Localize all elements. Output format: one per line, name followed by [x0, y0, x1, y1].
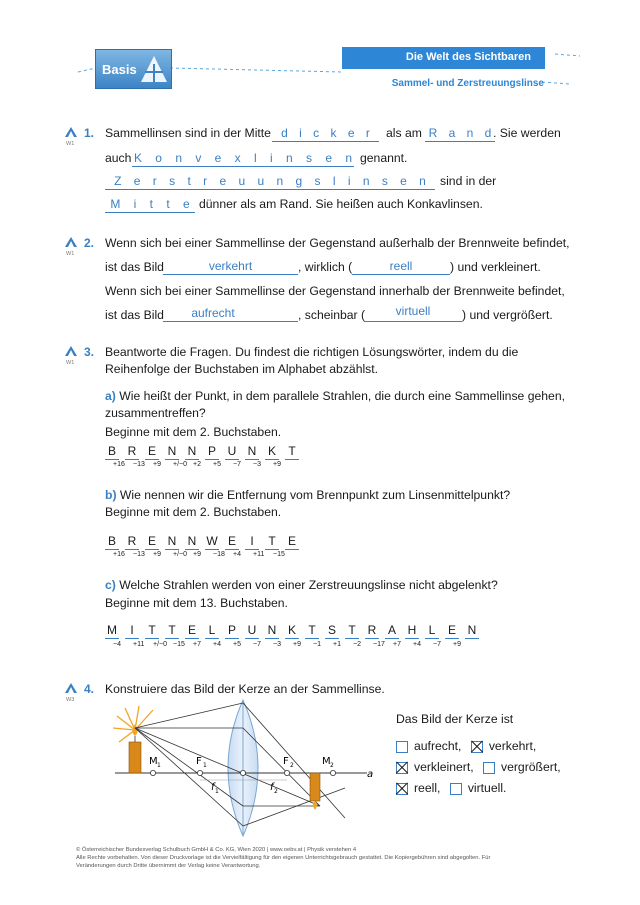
level-label: W1 [66, 141, 75, 147]
q3a-question-1: Wie heißt der Punkt, in dem parallele Strahlen, die durch eine Sammellinse gehen, [119, 389, 565, 403]
level-triangle-icon [64, 126, 78, 138]
option-label: aufrecht, [414, 739, 462, 753]
option-checkbox[interactable] [396, 762, 408, 774]
label-m2-sub: 2 [330, 762, 334, 769]
answer-letter: B [105, 534, 119, 550]
shift-number: −7 [253, 641, 261, 648]
q2-line-3: Wenn sich bei einer Sammellinse der Gegenstand innerhalb der Brennweite befindet, [105, 284, 565, 298]
answer-letter: T [345, 623, 359, 639]
shift-number: +/−0 [173, 461, 188, 468]
label-f2-sub: 2 [290, 762, 294, 769]
shift-number: +9 [293, 641, 301, 648]
footer-line-2: Alle Rechte vorbehalten. Von dieser Druckvorlage ist die Vervielfältigung für den eigenen Unterrichtsgebrauch gestattet. Die Kopiergebühren sind abgegolten. Für [76, 855, 491, 861]
image-candle-icon [310, 773, 320, 801]
option-checkbox[interactable] [471, 741, 483, 753]
q3c-answer [105, 623, 485, 639]
label-fl2-sub: 2 [274, 788, 278, 795]
answer-letter: E [145, 534, 159, 550]
option-checkbox[interactable] [396, 741, 408, 753]
shift-number: −13 [133, 461, 145, 468]
q2-line-1: Wenn sich bei einer Sammellinse der Gegenstand außerhalb der Brennweite befindet, [105, 236, 570, 250]
label-fl2: f [270, 782, 274, 793]
label-m2: M [322, 756, 331, 767]
q4-answer-title: Das Bild der Kerze ist [396, 712, 514, 726]
shift-number: −3 [253, 461, 261, 468]
q2-answer-1: verkehrt [208, 259, 253, 273]
q4-options [396, 736, 561, 799]
level-label: W1 [66, 251, 75, 257]
q1-text-6: sind in der [440, 174, 497, 188]
shift-number: +4 [413, 641, 421, 648]
shift-number: +11 [133, 641, 145, 648]
shift-number: +16 [113, 551, 125, 558]
lens-diagram [105, 698, 375, 838]
answer-letter: K [265, 444, 279, 460]
label-f1-sub: 1 [203, 762, 207, 769]
shift-number: −15 [273, 551, 285, 558]
shift-number: +2 [193, 461, 201, 468]
answer-letter: H [405, 623, 419, 639]
answer-letter: K [285, 623, 299, 639]
page-title: Die Welt des Sichtbaren [405, 51, 531, 63]
level-triangle-icon [64, 236, 78, 248]
q3b-question: Wie nennen wir die Entfernung vom Brennpunkt zum Linsenmittelpunkt? [119, 488, 511, 502]
answer-letter: I [125, 623, 139, 639]
q3b-start: Beginne mit dem 2. Buchstaben. [105, 505, 282, 519]
q3a-question-2: zusammentreffen? [105, 406, 206, 420]
option-checkbox[interactable] [450, 783, 462, 795]
shift-number: −7 [433, 641, 441, 648]
q2-answer-2: reell [389, 259, 413, 273]
q2-line-2c: ) und verkleinert. [450, 260, 541, 274]
answer-letter: R [365, 623, 379, 639]
shift-number: −18 [213, 551, 225, 558]
task-number: 2. [84, 236, 95, 250]
shift-number: +5 [213, 461, 221, 468]
q3a-answer [105, 444, 305, 460]
shift-number: −3 [273, 641, 281, 648]
q2-line-4b: , scheinbar ( [298, 308, 366, 322]
answer-letter: T [165, 623, 179, 639]
shift-number: −2 [353, 641, 361, 648]
shift-number: +9 [153, 551, 161, 558]
shift-number: +9 [453, 641, 461, 648]
shift-number: −13 [133, 551, 145, 558]
shift-number: +16 [113, 461, 125, 468]
q3c-label: c) [105, 578, 116, 592]
logo-triangle-icon [140, 54, 168, 84]
shift-number: −15 [173, 641, 185, 648]
answer-letter: A [385, 623, 399, 639]
basis-logo [95, 49, 172, 89]
shift-number: +4 [233, 551, 241, 558]
answer-letter: L [205, 623, 219, 639]
answer-letter: U [245, 623, 259, 639]
candle-icon [129, 742, 141, 773]
q3c-question: Welche Strahlen werden von einer Zerstreuungslinse nicht abgelenkt? [119, 578, 498, 592]
q1-text-4: auch [105, 151, 132, 165]
task-number: 3. [84, 345, 95, 359]
answer-letter: P [225, 623, 239, 639]
q2-line-2a: ist das Bild [105, 260, 164, 274]
basis-logo-text: Basis [102, 62, 137, 77]
q3a-start: Beginne mit dem 2. Buchstaben. [105, 425, 282, 439]
answer-letter: M [107, 623, 117, 637]
footer-line-1: © Österreichischer Bundesverlag Schulbuch GmbH & Co. KG, Wien 2020 | www.oebv.at | Physik verstehen 4 [76, 847, 357, 853]
answer-letter: N [465, 623, 479, 639]
answer-letter: R [125, 534, 139, 550]
q1-answer-5: M i t t e [110, 197, 190, 211]
answer-letter: U [225, 444, 239, 460]
level-label: W1 [66, 360, 75, 366]
shift-number: −4 [113, 641, 121, 648]
header-title-bar [342, 47, 545, 69]
q3c-start: Beginne mit dem 13. Buchstaben. [105, 596, 288, 610]
q3a-label: a) [105, 389, 116, 403]
shift-number: −17 [373, 641, 385, 648]
shift-number: +9 [153, 461, 161, 468]
shift-number: +5 [233, 641, 241, 648]
page-subtitle: Sammel- und Zerstreuungslinse [391, 78, 544, 89]
answer-letter: T [285, 444, 299, 460]
level-triangle-icon [64, 345, 78, 357]
answer-letter: S [325, 623, 339, 639]
option-checkbox[interactable] [396, 783, 408, 795]
q1-text-7: dünner als am Rand. Sie heißen auch Konkavlinsen. [199, 197, 483, 211]
shift-number: +4 [213, 641, 221, 648]
label-m1: M [149, 756, 158, 767]
shift-number: −1 [313, 641, 321, 648]
shift-number: +/−0 [153, 641, 168, 648]
answer-letter: L [425, 623, 439, 639]
footer-line-3: Veränderungen durch Dritte übernimmt der Verlag keine Verantwortung. [76, 863, 261, 869]
shift-number: +9 [193, 551, 201, 558]
q2-answer-4: virtuell [395, 304, 431, 318]
shift-number: +7 [193, 641, 201, 648]
q1-text-3: . Sie werden [493, 126, 561, 140]
q3-intro-1: Beantworte die Fragen. Du findest die richtigen Lösungswörter, indem du die [105, 345, 519, 359]
option-label: verkleinert, [414, 760, 474, 774]
answer-letter: T [265, 534, 279, 550]
q1-text-1: Sammellinsen sind in der Mitte [105, 126, 271, 140]
answer-letter: N [265, 623, 279, 639]
answer-letter: N [245, 444, 259, 460]
label-axis: a [367, 769, 374, 780]
q1-text-5: genannt. [360, 151, 408, 165]
label-m1-sub: 1 [157, 762, 161, 769]
answer-letter: N [165, 534, 179, 550]
q3b [105, 488, 510, 502]
q2-line-4c: ) und vergrößert. [462, 308, 553, 322]
answer-letter: B [105, 444, 119, 460]
q1-answer-3: K o n v e x l i n s e n [133, 151, 353, 165]
level-label: W3 [66, 697, 75, 703]
q2-line-2b: , wirklich ( [298, 260, 353, 274]
label-fl1-sub: 1 [215, 788, 219, 795]
q3c [105, 578, 498, 592]
q1-answer-4: Z e r s t r e u u n g s l i n s e n [114, 174, 426, 188]
answer-letter: N [185, 444, 199, 460]
answer-letter: E [145, 444, 159, 460]
answer-letter: E [185, 623, 199, 639]
option-label: verkehrt, [488, 739, 537, 753]
footer [76, 846, 576, 870]
answer-letter: T [305, 623, 319, 639]
answer-letter: N [185, 534, 199, 550]
label-f2: F [283, 756, 289, 767]
level-triangle-icon [64, 682, 78, 694]
option-label: virtuell. [467, 781, 507, 795]
shift-number: +1 [333, 641, 341, 648]
q3-intro-2: Reihenfolge der Buchstaben im Alphabet abzählst. [105, 362, 379, 376]
task-number: 4. [84, 682, 95, 696]
shift-number: +/−0 [173, 551, 188, 558]
q2-answer-3: aufrecht [191, 306, 235, 320]
answer-letter: E [285, 534, 299, 550]
answer-letter: W [206, 534, 218, 548]
option-checkbox[interactable] [483, 762, 495, 774]
answer-letter: T [145, 623, 159, 639]
shift-number: +11 [253, 551, 265, 558]
label-fl1: f [211, 782, 215, 793]
shift-number: +9 [273, 461, 281, 468]
answer-letter: P [205, 444, 219, 460]
label-f1: F [196, 756, 202, 767]
option-label: vergrößert, [501, 760, 561, 774]
task-number: 1. [84, 126, 95, 140]
shift-number: −7 [233, 461, 241, 468]
q4-task: Konstruiere das Bild der Kerze an der Sammellinse. [105, 682, 385, 696]
answer-letter: N [165, 444, 179, 460]
answer-letter: E [225, 534, 239, 550]
q2-line-4a: ist das Bild [105, 308, 164, 322]
answer-letter: E [445, 623, 459, 639]
shift-number: +7 [393, 641, 401, 648]
q3a [105, 389, 565, 403]
q1-text-2: als am [386, 126, 422, 140]
q3b-answer [105, 534, 305, 550]
option-label: reell, [414, 781, 441, 795]
q1-answer-2: R a n d [428, 126, 492, 140]
q3b-label: b) [105, 488, 117, 502]
answer-letter: R [125, 444, 139, 460]
answer-letter: I [245, 534, 259, 550]
q1-answer-1: d i c k e r [281, 126, 370, 140]
